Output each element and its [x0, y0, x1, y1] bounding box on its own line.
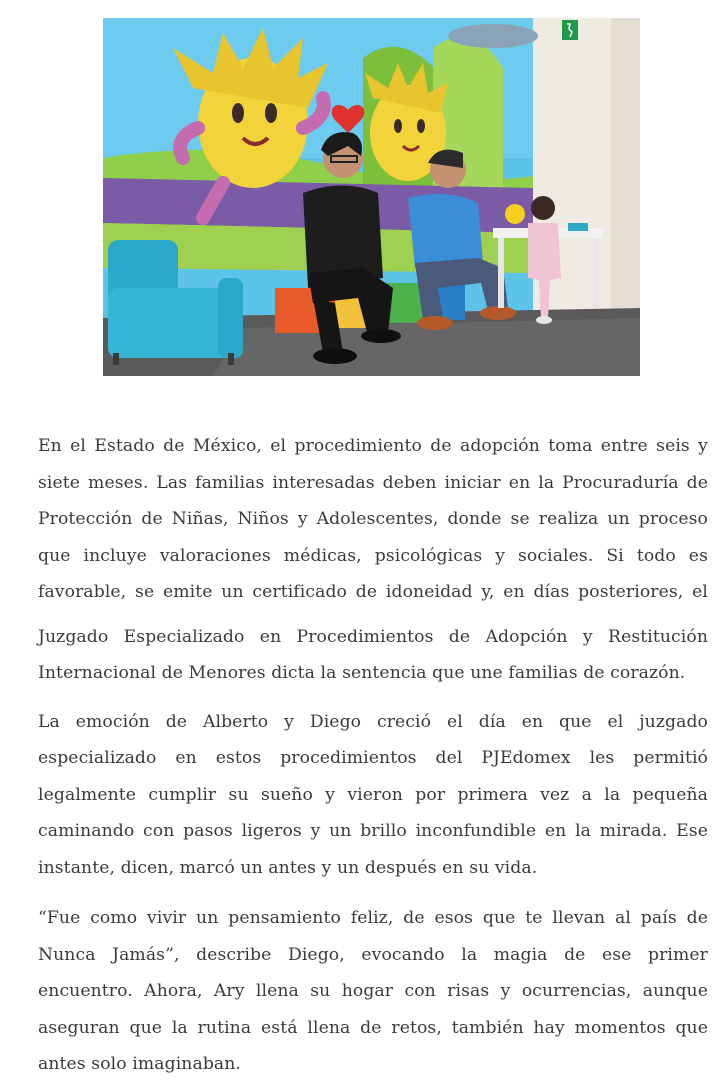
article-photo [103, 18, 640, 376]
article-paragraph: Juzgado Especializado en Procedimientos de Adopción y Restitución Internacional de Menores dicta la sentencia que une familias de corazón. [38, 626, 708, 683]
article-paragraph: En el Estado de México, el procedimiento de adopción toma entre seis y siete meses. Las familias interesadas deben iniciar en la Procuraduría de Protección de Niñas, Niños y Adolescentes, donde se realiza un proceso que incluye valoraciones médicas, psicológicas y sociales. Si todo es favorable, se emite un certificado de idoneidad y, en días posteriores, el [38, 436, 708, 602]
article-body [38, 428, 708, 1083]
article-paragraph: “Fue como vivir un pensamiento feliz, de esos que te llevan al país de Nunca Jamás”, describe Diego, evocando la magia de ese primer encuentro. Ahora, Ary llena su hogar con risas y ocurrencias, aunque aseguran que la rutina está llena de retos, también hay momentos que antes solo imaginaban. [38, 908, 708, 1074]
article-paragraph: La emoción de Alberto y Diego creció el día en que el juzgado especializado en estos procedimientos del PJEdomex les permitió legalmente cumplir su sueño y vieron por primera vez a la pequeña caminando con pasos ligeros y un brillo inconfundible en la mirada. Ese instante, dicen, marcó un antes y un después en su vida. [38, 711, 708, 878]
